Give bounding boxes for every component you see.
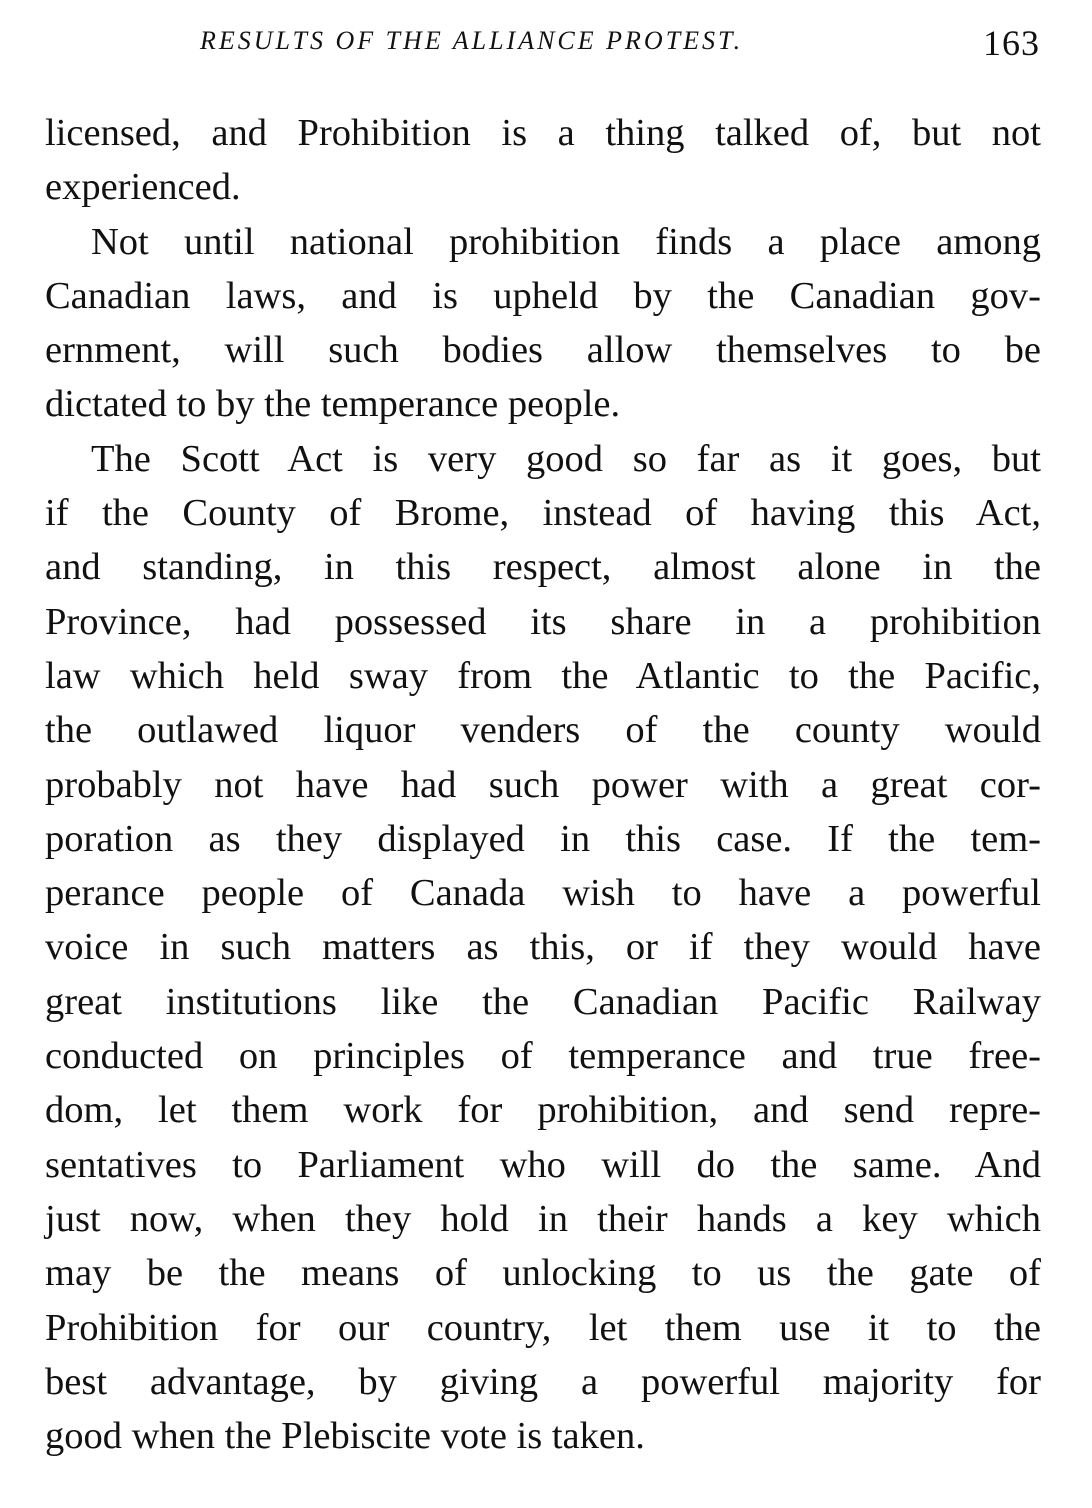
text-line: if the County of Brome, instead of having this Act, — [45, 492, 1041, 535]
text-line: best advantage, by giving a powerful majority for — [45, 1360, 1041, 1403]
text-line: Not until national prohibition finds a place among — [91, 220, 1041, 263]
text-line: licensed, and Prohibition is a thing talked of, but not — [45, 112, 1041, 154]
text-line: Prohibition for our country, let them use it to the — [45, 1306, 1041, 1349]
text-line: and standing, in this respect, almost alone in the — [45, 546, 1041, 589]
paragraph-national-prohibition — [45, 215, 1041, 432]
text-line: The Scott Act is very good so far as it goes, but — [91, 437, 1041, 480]
text-line: just now, when they hold in their hands a key which — [45, 1197, 1041, 1240]
text-line: great institutions like the Canadian Pacific Railway — [45, 980, 1041, 1023]
text-line: ernment, will such bodies allow themselves to be — [45, 329, 1041, 372]
text-line: the outlawed liquor venders of the county would — [45, 709, 1041, 752]
text-line: experienced. — [45, 166, 241, 209]
text-line: poration as they displayed in this case. If the tem- — [45, 817, 1041, 860]
paragraph-scott-act — [45, 432, 1041, 1464]
text-line: Province, had possessed its share in a prohibition — [45, 600, 1041, 643]
text-line: sentatives to Parliament who will do the same. And — [45, 1143, 1041, 1186]
text-line: voice in such matters as this, or if they would have — [45, 926, 1041, 969]
text-line: dom, let them work for prohibition, and send repre- — [45, 1089, 1041, 1132]
running-title: RESULTS OF THE ALLIANCE PROTEST. — [200, 26, 744, 55]
text-line: dictated to by the temperance people. — [45, 383, 621, 426]
text-line: Canadian laws, and is upheld by the Canadian gov- — [45, 274, 1041, 317]
running-head — [200, 22, 1040, 62]
text-line: conducted on principles of temperance and true free- — [45, 1035, 1041, 1078]
text-line: good when the Plebiscite vote is taken. — [45, 1415, 645, 1458]
text-line: probably not have had such power with a great cor- — [45, 763, 1041, 806]
text-line: perance people of Canada wish to have a powerful — [45, 872, 1041, 915]
body-text — [45, 106, 1041, 1463]
text-line: may be the means of unlocking to us the gate of — [45, 1252, 1041, 1295]
text-line: law which held sway from the Atlantic to the Pacific, — [45, 654, 1041, 697]
page-number: 163 — [983, 23, 1040, 63]
paragraph-continued — [45, 106, 1041, 215]
